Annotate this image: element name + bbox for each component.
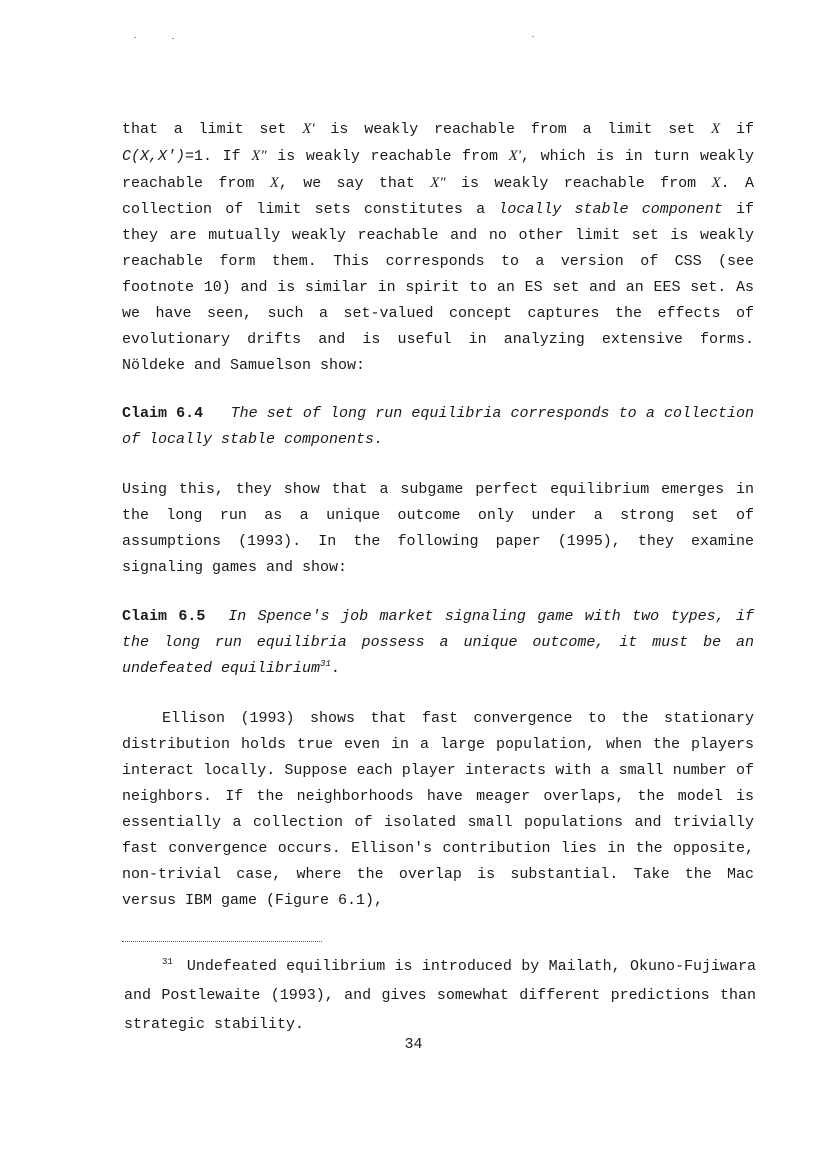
paragraph-limit-sets: that a limit set X' is weakly reachable from a limit set X if C(X,X')=1. If X" is weakly reachable from X', which is in turn weakly reachable from X, we say that X" is weakly reachable from X. A collection of limit sets constitutes a locally stable component if they are mutually weakly reachable and no other limit set is weakly reachable form them. This corresponds to a version of CSS (see footnote 10) and is similar in spirit to an ES set and an EES set. As we have seen, such a set-valued concept captures the effects of evolutionary drifts and is useful in analyzing extensive forms. Nöldeke and Samuelson show: [122, 121, 754, 374]
math-var: X" [251, 148, 267, 164]
footnote-separator [122, 941, 322, 942]
math-var: X' [508, 148, 522, 164]
scan-speck [532, 36, 534, 37]
math-expr: C(X,X') [122, 148, 186, 165]
footnote [124, 948, 756, 1039]
scan-speck [134, 37, 136, 38]
paragraph-ellison: Ellison (1993) shows that fast convergence to the stationary distribution holds true even in a large population, when the players interact locally. Suppose each player interacts with a small number of neighbors. If the neighborhoods have meager overlaps, the model is essentially a collection of isolated small populations and trivially fast convergence occurs. Ellison's contribution lies in the opposite, non-trivial case, where the overlap is substantial. Take the Mac versus IBM game (Figure 6.1), [122, 710, 754, 909]
claim-label: Claim 6.4 [122, 405, 204, 422]
claim-6-5: Claim 6.5 In Spence's job market signaling game with two types, if the long run equilibria possess a unique outcome, it must be an undefeated equilibrium$^{31}$. [122, 608, 754, 677]
scan-speck [172, 38, 174, 39]
footnote-mark: 31 [162, 957, 173, 967]
footnote-ref: 31 [320, 659, 331, 669]
footnote-text: Undefeated equilibrium is introduced by Mailath, Okuno-Fujiwara and Postlewaite (1993), and gives somewhat different predictions than strategic stability. [124, 958, 756, 1033]
math-var: X [269, 175, 279, 191]
math-var: X' [302, 121, 315, 137]
defined-term: locally stable component [498, 201, 723, 218]
claim-label: Claim 6.5 [122, 608, 206, 625]
page-number: 34 [404, 1036, 423, 1053]
math-var: X [711, 175, 721, 191]
paragraph-nsp: Using this, they show that a subgame perfect equilibrium emerges in the long run as a unique outcome only under a strong set of assumptions (1993). In the following paper (1995), they examine signaling games and show: [122, 481, 754, 576]
claim-text: The set of long run equilibria corresponds to a collection of locally stable components. [122, 405, 754, 448]
math-var: X" [430, 175, 446, 191]
math-var: X [711, 121, 721, 137]
claim-6-4 [122, 401, 754, 453]
claim-text: In Spence's job market signaling game with two types, if the long run equilibria possess a unique outcome, it must be an undefeated equilibrium [122, 608, 754, 677]
